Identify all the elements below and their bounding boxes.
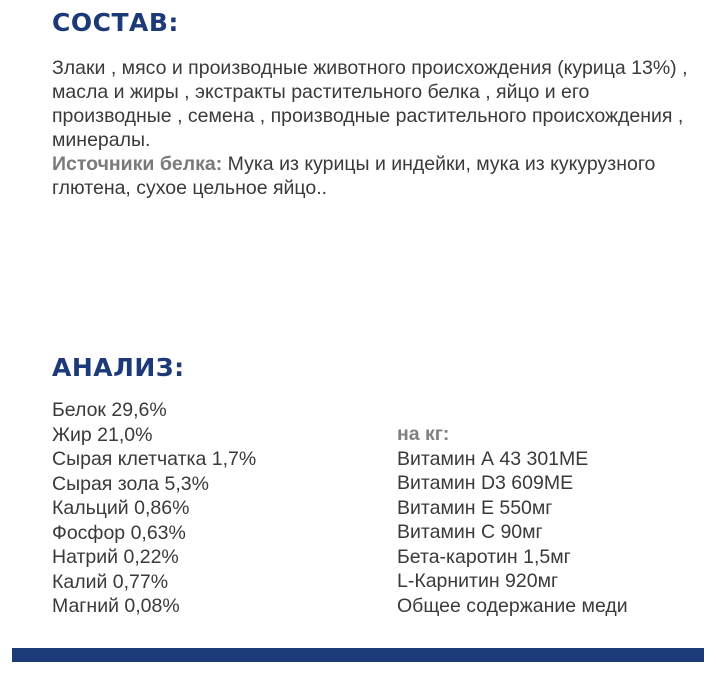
composition-section xyxy=(52,56,692,200)
analysis-item: Сырая зола 5,3% xyxy=(52,472,209,495)
analysis-item: Магний 0,08% xyxy=(52,595,180,617)
vitamins-list xyxy=(397,422,628,618)
protein-sources xyxy=(52,152,692,200)
vitamin-item: Бета-каротин 1,5мг xyxy=(397,545,571,568)
composition-heading: СОСТАВ: xyxy=(52,8,179,37)
analysis-item: Натрий 0,22% xyxy=(52,546,179,568)
vitamin-item: Витамин D3 609МЕ xyxy=(397,472,574,494)
analysis-item: Жир 21,0% xyxy=(52,423,153,446)
vitamin-item: Витамин А 43 301МЕ xyxy=(397,447,589,470)
per-kg-label: на кг: xyxy=(397,423,450,445)
vitamin-item: Витамин Е 550мг xyxy=(397,496,553,519)
analysis-item: Фосфор 0,63% xyxy=(52,521,186,544)
vitamin-item: Общее содержание меди xyxy=(397,594,628,617)
vitamin-item: L-Карнитин 920мг xyxy=(397,570,559,592)
bottom-divider-bar xyxy=(12,648,704,662)
analysis-item: Сырая клетчатка 1,7% xyxy=(52,448,257,470)
vitamin-item: Витамин С 90мг xyxy=(397,521,543,543)
composition-text: Злаки , мясо и производные животного происхождения (курица 13%) , масла и жиры , экстракты растительного белка , яйцо и его производные , семена , производные растительного происхождения , минералы. xyxy=(52,57,688,151)
analysis-item: Кальций 0,86% xyxy=(52,497,190,519)
analysis-item: Белок 29,6% xyxy=(52,399,167,421)
protein-sources-label: Источники белка: xyxy=(52,153,223,175)
analysis-heading: АНАЛИЗ: xyxy=(52,353,185,382)
protein-sources-text: Мука из курицы и индейки, мука из кукурузного глютена, сухое цельное яйцо.. xyxy=(52,153,656,199)
analysis-item: Калий 0,77% xyxy=(52,570,169,593)
analysis-list xyxy=(52,398,256,619)
